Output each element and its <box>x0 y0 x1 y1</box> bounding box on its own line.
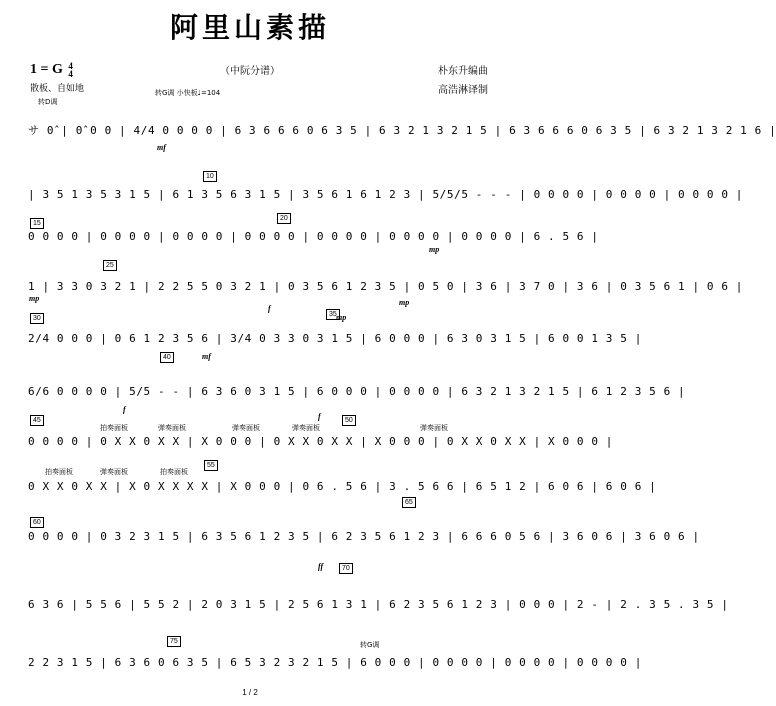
tempo-marking-allegro: 转G调 小快板♩=104 <box>155 89 221 97</box>
notation-line: 2/4 0 0 0 | 0 6 1 2 3 5 6 | 3/4 0 3 3 0 3 1 5 | 6 0 0 0 | 6 3 0 3 1 5 | 6 0 0 1 3 5 | <box>28 332 642 345</box>
measure-number: 15 <box>30 218 44 229</box>
measure-number: 75 <box>167 636 181 647</box>
notation-line: サ 0̂ | 0̂ 0 0 | 4/4 0 0 0 0 | 6 3 6 6 6 0 6 3 5 | 6 3 2 1 3 2 1 5 | 6 3 6 6 6 0 6 3 5 | 6 3 2 1 3 2 1 6 | <box>28 124 776 137</box>
notation-line: 0 0 0 0 | 0 3 2 3 1 5 | 6 3 5 6 1 2 3 5 | 6 2 3 5 6 1 2 3 | 6 6 6 0 5 6 | 3 6 0 6 | 3 6 0 6 | <box>28 530 700 543</box>
annotation-tan: 弹奏面板 <box>100 468 128 476</box>
annotation-pai: 拍奏面板 <box>160 468 188 476</box>
notation-line: 1 | 3 3 0 3 2 1 | 2 2 5 5 0 3 2 1 | 0 3 5 6 1 2 3 5 | 0 5 0 | 3 6 | 3 7 0 | 3 6 | 0 3 5 6 1 | 0 6 | <box>28 280 744 293</box>
score-system-10 <box>28 598 729 611</box>
dynamic-marking: mf <box>157 143 166 152</box>
score-system-8 <box>28 480 657 493</box>
annotation-pai: 拍奏面板 <box>100 424 128 432</box>
notation-line: | 3 5 1 3 5 3 1 5 | 6 1 3 5 6 3 1 5 | 3 5 6 1 6 1 2 3 | 5/5/5 - - - | 0 0 0 0 | 0 0 0 0 | 0 0 0 0 | <box>28 188 744 201</box>
key-signature <box>30 62 73 78</box>
score-subtitle: （中阮分谱） <box>220 66 280 77</box>
annotation-tan: 弹奏面板 <box>292 424 320 432</box>
key-change-d: 转D调 <box>38 98 58 106</box>
dynamic-marking: mp <box>429 245 440 254</box>
page-number: 1 / 2 <box>242 688 258 697</box>
score-system-11 <box>28 656 642 669</box>
notation-line: 0 X X 0 X X | X 0 X X X X | X 0 0 0 | 0 6 . 5 6 | 3 . 5 6 6 | 6 5 1 2 | 6 0 6 | 6 0 6 | <box>28 480 657 493</box>
tempo-marking-free: 散板、自如地 <box>30 84 85 94</box>
score-system-5 <box>28 332 642 345</box>
measure-number: 50 <box>342 415 356 426</box>
score-system-7 <box>28 435 614 448</box>
annotation-tan: 弹奏面板 <box>420 424 448 432</box>
score-system-2 <box>28 188 744 201</box>
measure-number: 25 <box>103 260 117 271</box>
notation-line: 0 0 0 0 | 0 X X 0 X X | X 0 0 0 | 0 X X 0 X X | X 0 0 0 | 0 X X 0 X X | X 0 0 0 | <box>28 435 614 448</box>
arranger-credit: 高浩淋译制 <box>438 85 488 96</box>
dynamic-marking: f <box>318 412 321 421</box>
score-system-4 <box>28 280 744 293</box>
time-signature <box>68 62 73 78</box>
measure-number: 35 <box>326 309 340 320</box>
key-change-g: 转G调 <box>360 641 380 649</box>
score-title: 阿里山素描 <box>169 11 330 44</box>
dynamic-marking: ff <box>318 562 324 571</box>
measure-number: 10 <box>203 171 217 182</box>
measure-number: 65 <box>402 497 416 508</box>
score-system-9 <box>28 530 700 543</box>
measure-number: 30 <box>30 313 44 324</box>
dynamic-marking: f <box>123 405 126 414</box>
credits <box>438 62 488 100</box>
dynamic-marking: mp <box>336 313 347 322</box>
dynamic-marking: mp <box>29 294 40 303</box>
notation-line: 0 0 0 0 | 0 0 0 0 | 0 0 0 0 | 0 0 0 0 | 0 0 0 0 | 0 0 0 0 | 0 0 0 0 | 6 . 5 6 | <box>28 230 599 243</box>
measure-number: 55 <box>204 460 218 471</box>
composer-credit: 朴东升编曲 <box>438 66 488 77</box>
measure-number: 45 <box>30 415 44 426</box>
notation-line: 2 2 3 1 5 | 6 3 6 0 6 3 5 | 6 5 3 2 3 2 1 5 | 6 0 0 0 | 0 0 0 0 | 0 0 0 0 | 0 0 0 0 | <box>28 656 642 669</box>
score-system-1 <box>28 122 776 138</box>
time-bottom: 4 <box>68 69 73 79</box>
time-top: 4 <box>68 61 73 71</box>
annotation-tan: 弹奏面板 <box>158 424 186 432</box>
score-system-6 <box>28 385 686 398</box>
score-system-3 <box>28 230 599 243</box>
annotation-pai: 拍奏面板 <box>45 468 73 476</box>
dynamic-marking: mp <box>399 298 410 307</box>
notation-line: 6/6 0 0 0 0 | 5/5 - - | 6 3 6 0 3 1 5 | 6 0 0 0 | 0 0 0 0 | 6 3 2 1 3 2 1 5 | 6 1 2 3 5 6 | <box>28 385 686 398</box>
notation-line: 6 3 6 | 5 5 6 | 5 5 2 | 2 0 3 1 5 | 2 5 6 1 3 1 | 6 2 3 5 6 1 2 3 | 0 0 0 | 2 - | 2 . 3 5 . 3 5 | <box>28 598 729 611</box>
dynamic-marking: mf <box>202 352 211 361</box>
dynamic-marking: f <box>268 304 271 313</box>
measure-number: 60 <box>30 517 44 528</box>
measure-number: 40 <box>160 352 174 363</box>
key-label: 1 = G <box>30 62 63 78</box>
annotation-tan: 弹奏面板 <box>232 424 260 432</box>
measure-number: 70 <box>339 563 353 574</box>
measure-number: 20 <box>277 213 291 224</box>
